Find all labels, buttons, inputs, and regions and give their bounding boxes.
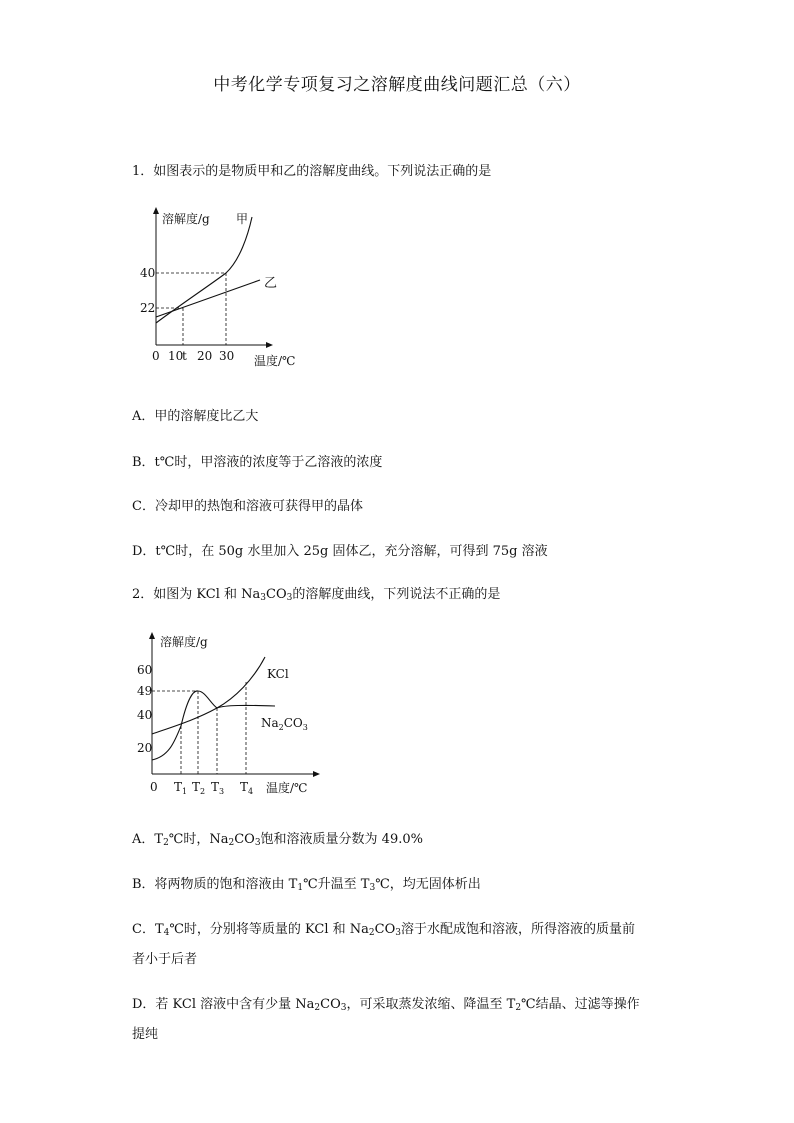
x-tick-0: 0 [152,349,160,363]
y-tick-40: 40 [137,708,153,722]
x-tick-30: 30 [219,349,235,363]
y-tick-49: 49 [137,684,153,698]
x-axis-label: 温度/℃ [266,781,308,795]
x-tick-0: 0 [150,780,158,794]
solubility-chart-1 [140,205,320,375]
question-2-option-d-line-1: D．若 KCl 溶液中含有少量 $Na_2CO_3$，可采取蒸发浓缩、降温至 $T_2℃$结晶、过滤等操作 [132,997,640,1013]
question-1-option-a: A．甲的溶解度比乙大 [132,409,259,424]
y-tick-60: 60 [137,663,153,677]
question-2-option-c-line-2: 者小于后者 [132,952,198,967]
series-label-jia: 甲 [236,212,249,226]
question-2-option-a: A．$T_2℃$时，$Na_2CO_3$饱和溶液质量分数为 49.0% [132,832,423,848]
x-tick-t: t [182,349,187,363]
page-title: 中考化学专项复习之溶解度曲线问题汇总（六） [213,75,581,95]
x-tick-t4: $T_4$ [240,780,254,796]
curve-jia [156,217,252,323]
question-2-option-c-line-1: C．$T_4℃$时，分别将等质量的 KCl 和 $Na_2CO_3$溶于水配成饱和溶液，所得溶液的质量前 [132,922,635,938]
y-tick-40: 40 [140,266,156,280]
y-tick-22: 22 [140,301,156,315]
x-axis-label: 温度/℃ [254,354,296,368]
question-2-option-b: B．将两物质的饱和溶液由 $T_1℃$升温至 $T_3℃$，均无固体析出 [132,877,481,893]
question-1-option-c: C．冷却甲的热饱和溶液可获得甲的晶体 [132,499,363,514]
x-tick-10: 10 [168,349,184,363]
x-tick-t3: $T_3$ [211,780,225,796]
series-label-yi: 乙 [264,276,278,291]
curve-kcl [152,657,265,734]
question-1-stem: 1．如图表示的是物质甲和乙的溶解度曲线。下列说法正确的是 [132,164,492,179]
series-label-na2co3: $Na_2CO_3$ [261,716,308,732]
x-tick-20: 20 [197,349,213,363]
series-label-kcl: KCl [267,667,289,681]
y-tick-20: 20 [137,741,153,755]
question-1-option-b: B．t℃时，甲溶液的浓度等于乙溶液的浓度 [132,455,383,470]
question-2-stem: 2．如图为 KCl 和 $Na_3CO_3$的溶解度曲线，下列说法不正确的是 [132,587,501,603]
y-axis-label: 溶解度/g [162,212,210,226]
question-1-option-d: D．t℃时，在 50g 水里加入 25g 固体乙，充分溶解，可得到 75g 溶液 [132,544,548,559]
y-axis-label: 溶解度/g [160,635,208,649]
x-tick-t1: $T_1$ [174,780,188,796]
solubility-chart-2 [135,630,335,800]
x-tick-t2: $T_2$ [192,780,206,796]
question-2-option-d-line-2: 提纯 [132,1027,159,1042]
curve-na2co3 [152,691,275,760]
